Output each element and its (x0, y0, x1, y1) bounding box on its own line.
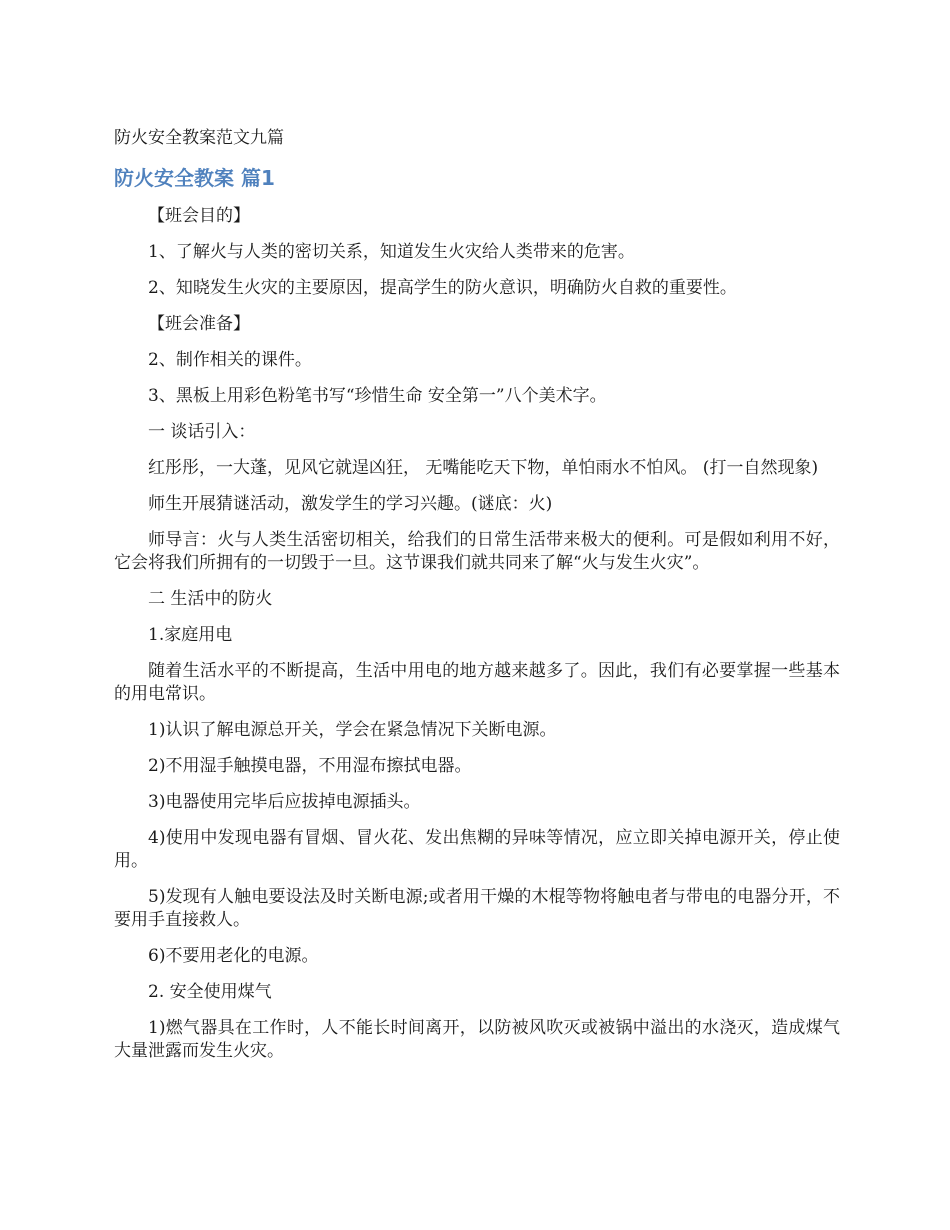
paragraph-electricity-rule-1: 1)认识了解电源总开关，学会在紧急情况下关断电源。 (148, 720, 557, 740)
paragraph-goal-2: 2、知晓发生火灾的主要原因，提高学生的防火意识，明确防火自救的重要性。 (148, 278, 737, 298)
paragraph-riddle: 红彤彤，一大蓬，见风它就逞凶狂， 无嘴能吃天下物，单怕雨水不怕风。 (打一自然现象) (148, 458, 819, 478)
paragraph-electricity-rule-3: 3)电器使用完毕后应拔掉电源插头。 (148, 792, 421, 812)
paragraph-electricity-rule-2: 2)不用湿手触摸电器，不用湿布擦拭电器。 (148, 756, 472, 776)
paragraph-gas-rule-1: 1)燃气器具在工作时，人不能长时间离开，以防被风吹灭或被锅中溢出的水浇灭，造成煤气大量泄露而发生火灾。 (114, 1018, 840, 1061)
paragraph-riddle-activity: 师生开展猜谜活动，激发学生的学习兴趣。(谜底：火) (148, 494, 553, 514)
paragraph-class-prep-label: 【班会准备】 (148, 314, 250, 334)
paragraph-prep-3: 3、黑板上用彩色粉笔书写“珍惜生命 安全第一”八个美术字。 (148, 386, 607, 406)
paragraph-teacher-intro: 师导言：火与人类生活密切相关，给我们的日常生活带来极大的便利。可是假如利用不好，它会将我们所拥有的一切毁于一旦。这节课我们就共同来了解“火与发生火灾”。 (114, 530, 840, 573)
paragraph-home-electricity-heading: 1.家庭用电 (148, 625, 233, 645)
paragraph-fire-in-life-heading: 二 生活中的防火 (148, 589, 273, 609)
paragraph-electricity-rule-6: 6)不要用老化的电源。 (148, 946, 319, 966)
paragraph-intro-heading: 一 谈话引入： (148, 422, 256, 442)
section-heading: 防火安全教案 篇1 (114, 166, 275, 190)
document-body (114, 205, 840, 1076)
document-title: 防火安全教案范文九篇 (114, 128, 284, 148)
paragraph-prep-2: 2、制作相关的课件。 (148, 350, 312, 370)
paragraph-electricity-rule-4: 4)使用中发现电器有冒烟、冒火花、发出焦糊的异味等情况，应立即关掉电源开关，停止使用。 (114, 828, 840, 871)
paragraph-gas-heading: 2. 安全使用煤气 (148, 982, 272, 1002)
paragraph-electricity-rule-5: 5)发现有人触电要设法及时关断电源;或者用干燥的木棍等物将触电者与带电的电器分开，不要用手直接救人。 (114, 887, 840, 930)
paragraph-electricity-intro: 随着生活水平的不断提高，生活中用电的地方越来越多了。因此，我们有必要掌握一些基本的用电常识。 (114, 661, 840, 704)
paragraph-class-goal-label: 【班会目的】 (148, 206, 250, 226)
paragraph-goal-1: 1、了解火与人类的密切关系，知道发生火灾给人类带来的危害。 (148, 242, 635, 262)
